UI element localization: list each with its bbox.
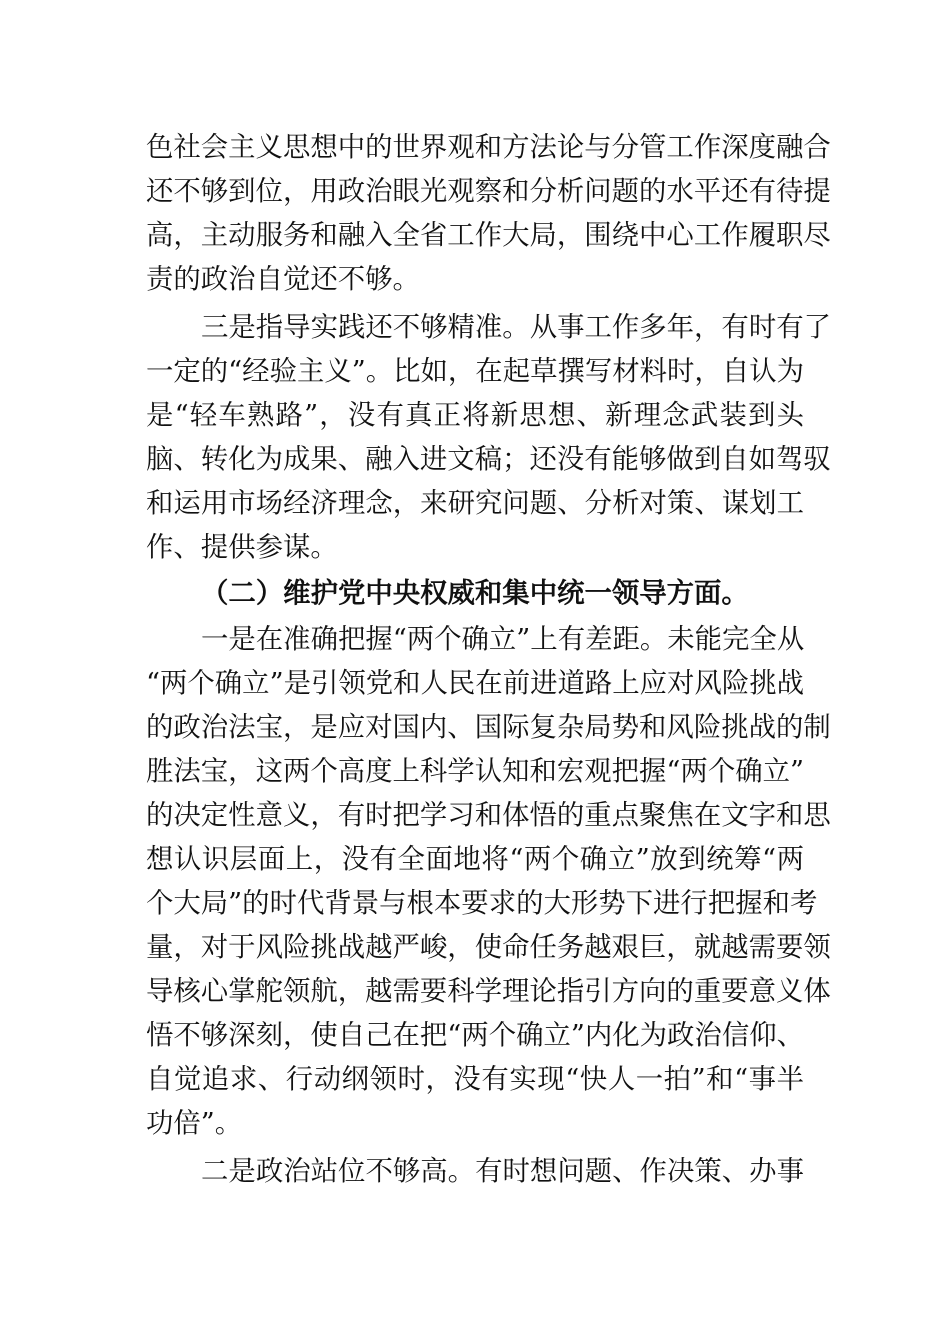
body-text-line: 脑、转化为成果、融入进文稿；还没有能够做到自如驾驭 [146, 444, 831, 475]
body-text-line: 还不够到位，用政治眼光观察和分析问题的水平还有待提 [146, 176, 831, 207]
body-text-line: 三是指导实践还不够精准。从事工作多年，有时有了 [201, 312, 831, 343]
body-text-line: 作、提供参谋。 [146, 532, 338, 563]
body-text-line: 导核心掌舵领航，越需要科学理论指引方向的重要意义体 [146, 976, 831, 1007]
body-text-line: 是“轻车熟路”，没有真正将新思想、新理念武装到头 [146, 400, 804, 431]
body-text-line: 一定的“经验主义”。比如，在起草撰写材料时，自认为 [146, 356, 804, 387]
body-text-line: 高，主动服务和融入全省工作大局，围绕中心工作履职尽 [146, 220, 831, 251]
body-text-line: 功倍”。 [146, 1108, 243, 1139]
body-text-line: 的政治法宝，是应对国内、国际复杂局势和风险挑战的制 [146, 712, 831, 743]
body-text-line: 想认识层面上，没有全面地将“两个确立”放到统筹“两 [146, 844, 804, 875]
body-text-line: 一是在准确把握“两个确立”上有差距。未能完全从 [201, 624, 805, 655]
body-text-line: 悟不够深刻，使自己在把“两个确立”内化为政治信仰、 [146, 1020, 804, 1051]
body-text-line: 个大局”的时代背景与根本要求的大形势下进行把握和考 [146, 888, 818, 919]
section-heading: （二）维护党中央权威和集中统一领导方面。 [201, 578, 749, 609]
body-text-line: 二是政治站位不够高。有时想问题、作决策、办事 [201, 1156, 804, 1187]
body-text-line: “两个确立”是引领党和人民在前进道路上应对风险挑战 [146, 668, 804, 699]
body-text-line: 色社会主义思想中的世界观和方法论与分管工作深度融合 [146, 132, 831, 163]
body-text-line: 量，对于风险挑战越严峻，使命任务越艰巨，就越需要领 [146, 932, 831, 963]
body-text-line: 和运用市场经济理念，来研究问题、分析对策、谋划工 [146, 488, 804, 519]
body-text-line: 责的政治自觉还不够。 [146, 264, 420, 295]
body-text-line: 自觉追求、行动纲领时，没有实现“快人一拍”和“事半 [146, 1064, 804, 1095]
body-text-line: 胜法宝，这两个高度上科学认知和宏观把握“两个确立” [146, 756, 804, 787]
body-text-line: 的决定性意义，有时把学习和体悟的重点聚焦在文字和思 [146, 800, 831, 831]
